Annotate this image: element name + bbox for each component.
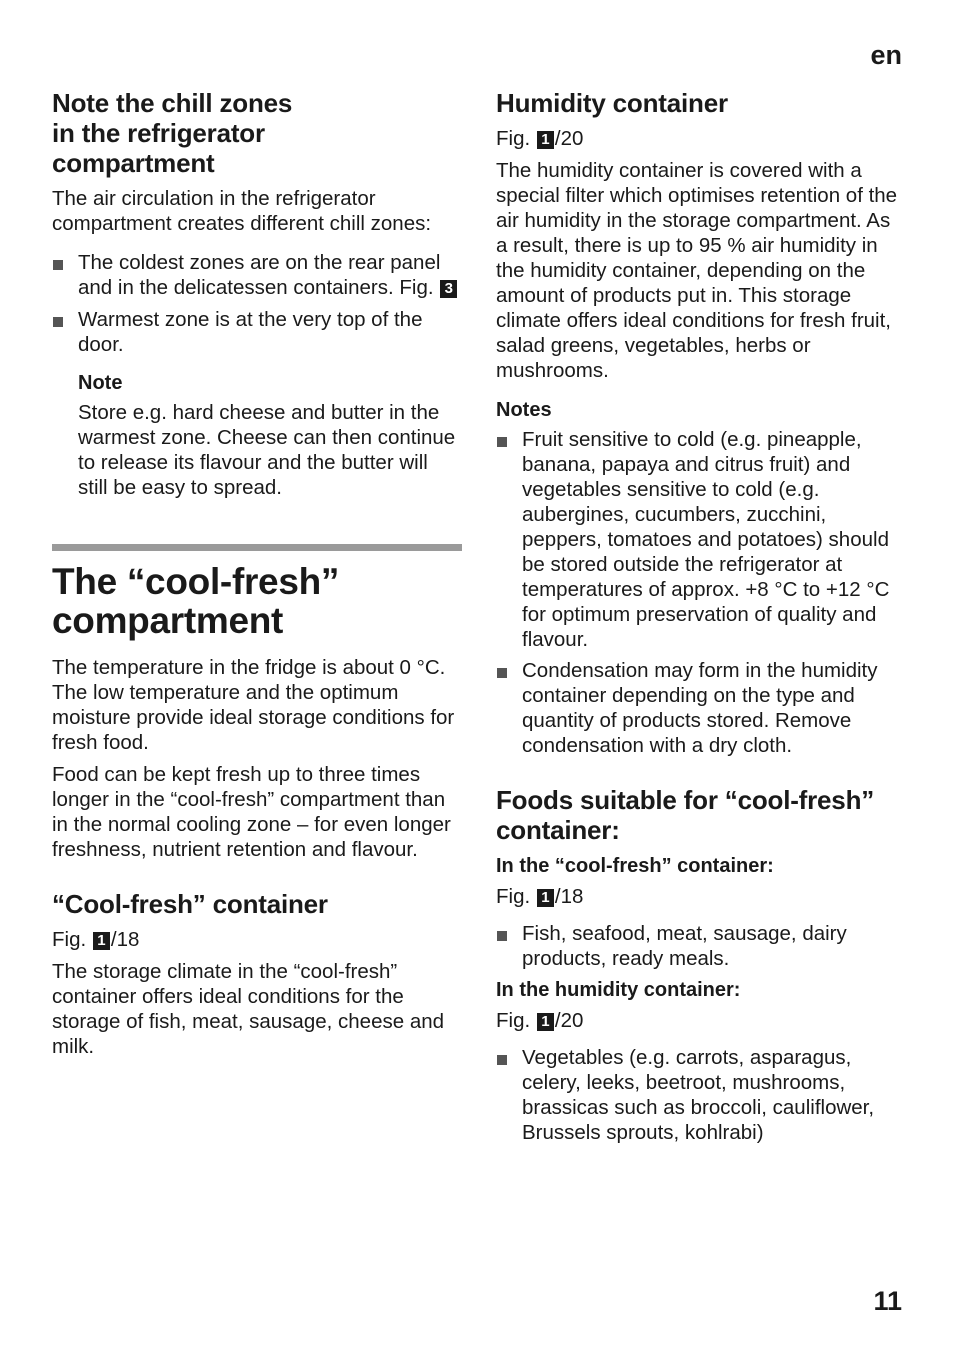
list-item-text: Vegetables (e.g. carrots, asparagus, celery, leeks, beetroot, mushrooms, brassicas such as broccoli, cauliflower, Brussels sprouts, kohlrabi): [522, 1046, 875, 1144]
cool-fresh-paragraph-2: Food can be kept fresh up to three times longer in the “cool-fresh” compartment than in the normal cooling zone – for even longer freshness, nutrient retention and flavour.: [52, 763, 451, 861]
square-bullet-icon: [497, 1055, 507, 1065]
chill-zones-heading-line2: in the refrigerator: [52, 118, 265, 148]
square-bullet-icon: [497, 931, 507, 941]
notes-list: [496, 427, 906, 758]
figure-number-badge: 1: [537, 131, 554, 149]
cool-fresh-compartment-heading: [52, 562, 462, 640]
figure-number-badge: 1: [537, 889, 554, 907]
cool-fresh-container-heading: “Cool-fresh” container: [52, 889, 328, 919]
list-item-text: Fruit sensitive to cold (e.g. pineapple, banana, papaya and citrus fruit) and vegetables sensitive to cold (e.g. aubergines, cucumbers, zucchini, peppers, tomatoes and potatoes) should be stored outside the refrigerator at temperatures of approx. +8 °C to +12 °C for optimum preservation of quality and flavour.: [522, 428, 890, 651]
figure-reference: [496, 126, 906, 151]
square-bullet-icon: [497, 668, 507, 678]
chill-zones-intro: The air circulation in the refrigerator compartment creates different chill zones:: [52, 187, 432, 235]
figure-suffix: /18: [110, 928, 140, 951]
figure-suffix: /20: [554, 127, 584, 150]
chill-zones-heading-line1: Note the chill zones: [52, 88, 293, 118]
list-item-text: Fish, seafood, meat, sausage, dairy products, ready meals.: [522, 922, 847, 970]
cool-fresh-paragraph-1: The temperature in the fridge is about 0 °C. The low temperature and the optimum moisture provide ideal storage conditions for fresh food.: [52, 656, 455, 754]
suitable-foods-heading: [496, 785, 906, 845]
note-heading: Note: [78, 372, 123, 394]
list-item-text: Warmest zone is at the very top of the door.: [78, 308, 423, 356]
figure-number-badge: 1: [537, 1013, 554, 1031]
figure-prefix: Fig.: [496, 127, 531, 150]
note-block: [52, 371, 462, 500]
cool-fresh-subheading: In the “cool-fresh” container:: [496, 855, 774, 877]
square-bullet-icon: [53, 317, 63, 327]
figure-number-badge: 1: [93, 932, 110, 950]
notes-heading: Notes: [496, 399, 552, 421]
humidity-container-text: The humidity container is covered with a special filter which optimises retention of the air humidity in the storage compartment. As a result, there is up to 95 % air humidity in the humidity container, depending on the amount of products put in. This storage climate offers ideal conditions for fresh fruit, salad greens, vegetables, herbs or mushrooms.: [496, 159, 898, 382]
chill-zones-heading-line3: compartment: [52, 148, 215, 178]
list-item-text: The coldest zones are on the rear panel and in the delicatessen containers. Fig.: [78, 251, 441, 299]
figure-reference: [52, 927, 462, 952]
section-divider: [52, 544, 462, 551]
figure-number-badge: 3: [440, 280, 457, 298]
cool-fresh-container-text: The storage climate in the “cool-fresh” container offers ideal conditions for the storage of fish, meat, sausage, cheese and milk.: [52, 960, 445, 1058]
list-item: [52, 250, 462, 300]
chill-zones-heading: [52, 88, 462, 178]
figure-reference: [496, 884, 906, 909]
figure-prefix: Fig.: [52, 928, 87, 951]
list-item: [52, 307, 462, 357]
cool-fresh-foods-list: [496, 921, 906, 971]
humidity-foods-list: [496, 1045, 906, 1145]
humidity-container-heading: Humidity container: [496, 88, 728, 118]
list-item: [496, 921, 906, 971]
list-item: [496, 1045, 906, 1145]
figure-reference: [496, 1008, 906, 1033]
cool-fresh-heading-line1: The “cool-fresh”: [52, 561, 340, 602]
humidity-subheading: In the humidity container:: [496, 979, 741, 1001]
square-bullet-icon: [497, 437, 507, 447]
figure-prefix: Fig.: [496, 885, 531, 908]
figure-suffix: /18: [554, 885, 584, 908]
suitable-foods-heading-line1: Foods suitable for “cool-fresh”: [496, 785, 875, 815]
note-text: Store e.g. hard cheese and butter in the warmest zone. Cheese can then continue to release its flavour and the butter will still be easy to spread.: [78, 401, 456, 499]
suitable-foods-heading-line2: container:: [496, 815, 620, 845]
list-item-text: Condensation may form in the humidity container depending on the type and quantity of products stored. Remove condensation with a dry cloth.: [522, 659, 878, 757]
cool-fresh-heading-line2: compartment: [52, 600, 284, 641]
figure-suffix: /20: [554, 1009, 584, 1032]
figure-prefix: Fig.: [496, 1009, 531, 1032]
left-column: [52, 88, 462, 1059]
language-code: en: [870, 40, 902, 70]
list-item: [496, 658, 906, 758]
list-item: [496, 427, 906, 652]
page-number: 11: [873, 1286, 902, 1316]
chill-zones-list: [52, 250, 462, 357]
right-column: [496, 88, 906, 1145]
square-bullet-icon: [53, 260, 63, 270]
